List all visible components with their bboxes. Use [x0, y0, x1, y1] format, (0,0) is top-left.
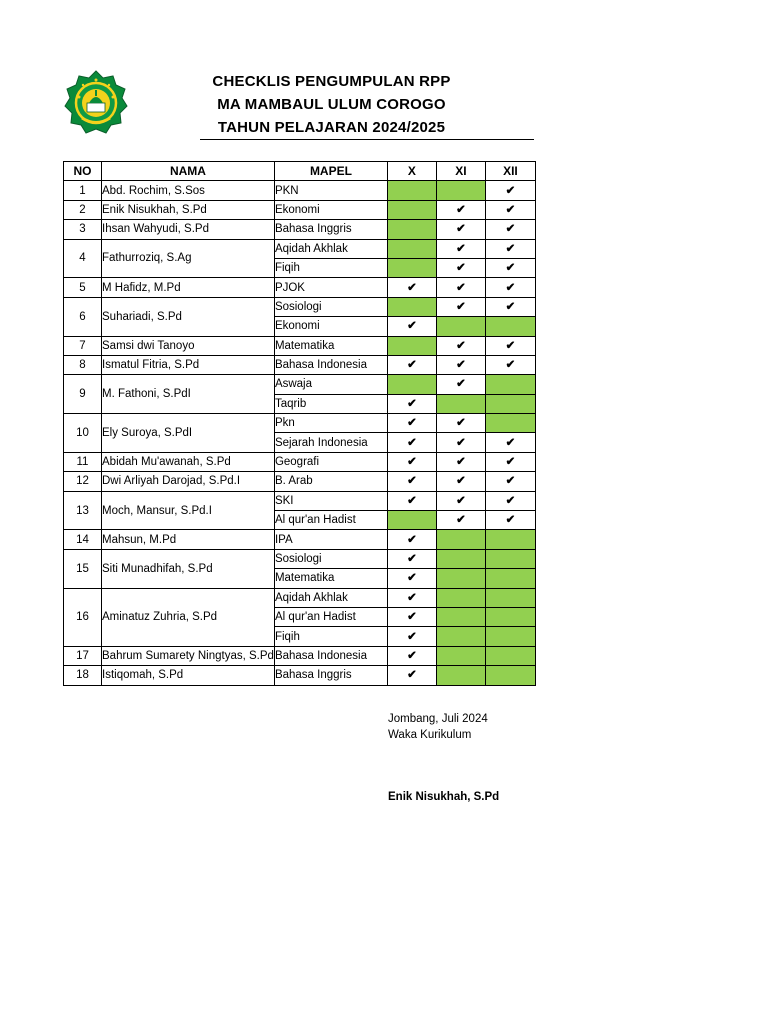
table-row [64, 239, 536, 258]
subject-name: Bahasa Indonesia [274, 646, 387, 665]
table-row [64, 297, 536, 316]
table-row [64, 375, 536, 394]
row-number: 7 [64, 336, 102, 355]
pending-cell-xii [485, 666, 535, 685]
table-row [64, 452, 536, 471]
row-number: 16 [64, 588, 102, 646]
check-mark-icon-xii: ✔ [485, 220, 535, 239]
subject-name: Ekonomi [274, 200, 387, 219]
subject-name: Aqidah Akhlak [274, 239, 387, 258]
check-mark-icon-xi: ✔ [436, 452, 485, 471]
teacher-name: M. Fathoni, S.PdI [102, 375, 275, 414]
subject-name: B. Arab [274, 472, 387, 491]
pending-cell-x [387, 181, 436, 200]
pending-cell-xii [485, 588, 535, 607]
row-number: 5 [64, 278, 102, 297]
row-number: 15 [64, 549, 102, 588]
table-row [64, 355, 536, 374]
check-mark-icon-x: ✔ [387, 472, 436, 491]
pending-cell-xi [436, 607, 485, 626]
column-header-no: NO [64, 162, 102, 181]
check-mark-icon-xii: ✔ [485, 200, 535, 219]
pending-cell-x [387, 200, 436, 219]
check-mark-icon-xii: ✔ [485, 258, 535, 277]
table-row [64, 278, 536, 297]
check-mark-icon-xi: ✔ [436, 258, 485, 277]
signature-place-date: Jombang, Juli 2024 [388, 713, 488, 725]
check-mark-icon-x: ✔ [387, 646, 436, 665]
pending-cell-x [387, 258, 436, 277]
column-header-mapel: MAPEL [274, 162, 387, 181]
table-row [64, 549, 536, 568]
pending-cell-xi [436, 569, 485, 588]
subject-name: PJOK [274, 278, 387, 297]
check-mark-icon-xi: ✔ [436, 472, 485, 491]
check-mark-icon-x: ✔ [387, 549, 436, 568]
teacher-name: Moch, Mansur, S.Pd.I [102, 491, 275, 530]
check-mark-icon-xi: ✔ [436, 278, 485, 297]
subject-name: Aqidah Akhlak [274, 588, 387, 607]
check-mark-icon-x: ✔ [387, 414, 436, 433]
check-mark-icon-xii: ✔ [485, 355, 535, 374]
subject-name: Al qur'an Hadist [274, 607, 387, 626]
table-row [64, 530, 536, 549]
check-mark-icon-xi: ✔ [436, 200, 485, 219]
pending-cell-xii [485, 646, 535, 665]
table-row [64, 220, 536, 239]
subject-name: Bahasa Inggris [274, 220, 387, 239]
pending-cell-x [387, 336, 436, 355]
document-title [130, 70, 533, 139]
column-header-nama: NAMA [102, 162, 275, 181]
check-mark-icon-x: ✔ [387, 433, 436, 452]
check-mark-icon-x: ✔ [387, 317, 436, 336]
check-mark-icon-x: ✔ [387, 588, 436, 607]
table-row [64, 200, 536, 219]
row-number: 3 [64, 220, 102, 239]
pending-cell-xii [485, 569, 535, 588]
check-mark-icon-xii: ✔ [485, 336, 535, 355]
subject-name: Fiqih [274, 627, 387, 646]
subject-name: Fiqih [274, 258, 387, 277]
pending-cell-x [387, 511, 436, 530]
subject-name: Taqrib [274, 394, 387, 413]
pending-cell-xi [436, 646, 485, 665]
table-body [64, 181, 536, 685]
pending-cell-xi [436, 666, 485, 685]
check-mark-icon-xi: ✔ [436, 511, 485, 530]
row-number: 4 [64, 239, 102, 278]
check-mark-icon-xi: ✔ [436, 355, 485, 374]
pending-cell-xii [485, 549, 535, 568]
teacher-name: Abd. Rochim, S.Sos [102, 181, 275, 200]
check-mark-icon-xi: ✔ [436, 491, 485, 510]
subject-name: Aswaja [274, 375, 387, 394]
row-number: 13 [64, 491, 102, 530]
check-mark-icon-xi: ✔ [436, 239, 485, 258]
teacher-name: Istiqomah, S.Pd [102, 666, 275, 685]
teacher-name: Bahrum Sumarety Ningtyas, S.Pd [102, 646, 275, 665]
subject-name: Pkn [274, 414, 387, 433]
title-line-1: CHECKLIS PENGUMPULAN RPP [212, 73, 451, 90]
teacher-name: M Hafidz, M.Pd [102, 278, 275, 297]
pending-cell-xii [485, 627, 535, 646]
check-mark-icon-x: ✔ [387, 491, 436, 510]
row-number: 9 [64, 375, 102, 414]
subject-name: Sejarah Indonesia [274, 433, 387, 452]
check-mark-icon-x: ✔ [387, 627, 436, 646]
row-number: 17 [64, 646, 102, 665]
column-header-x: X [387, 162, 436, 181]
column-header-xi: XI [436, 162, 485, 181]
check-mark-icon-x: ✔ [387, 278, 436, 297]
title-line-3: TAHUN PELAJARAN 2024/2025 [217, 119, 446, 136]
row-number: 8 [64, 355, 102, 374]
check-mark-icon-xi: ✔ [436, 220, 485, 239]
column-header-xii: XII [485, 162, 535, 181]
title-line-2: MA MAMBAUL ULUM COROGO [217, 96, 446, 113]
teacher-name: Aminatuz Zuhria, S.Pd [102, 588, 275, 646]
table-row [64, 491, 536, 510]
pending-cell-xii [485, 530, 535, 549]
check-mark-icon-xii: ✔ [485, 239, 535, 258]
check-mark-icon-xii: ✔ [485, 452, 535, 471]
pending-cell-xi [436, 530, 485, 549]
subject-name: IPA [274, 530, 387, 549]
row-number: 2 [64, 200, 102, 219]
subject-name: Sosiologi [274, 549, 387, 568]
row-number: 14 [64, 530, 102, 549]
check-mark-icon-x: ✔ [387, 666, 436, 685]
pending-cell-xi [436, 181, 485, 200]
teacher-name: Siti Munadhifah, S.Pd [102, 549, 275, 588]
check-mark-icon-xii: ✔ [485, 511, 535, 530]
subject-name: SKI [274, 491, 387, 510]
check-mark-icon-xii: ✔ [485, 181, 535, 200]
pending-cell-xi [436, 549, 485, 568]
subject-name: Bahasa Indonesia [274, 355, 387, 374]
check-mark-icon-x: ✔ [387, 355, 436, 374]
subject-name: PKN [274, 181, 387, 200]
subject-name: Geografi [274, 452, 387, 471]
teacher-name: Suhariadi, S.Pd [102, 297, 275, 336]
pending-cell-x [387, 297, 436, 316]
teacher-name: Ismatul Fitria, S.Pd [102, 355, 275, 374]
title-underline [200, 139, 534, 140]
pending-cell-xi [436, 627, 485, 646]
check-mark-icon-xii: ✔ [485, 433, 535, 452]
signature-name: Enik Nisukhah, S.Pd [388, 791, 500, 803]
check-mark-icon-xi: ✔ [436, 297, 485, 316]
check-mark-icon-xii: ✔ [485, 278, 535, 297]
teacher-name: Fathurroziq, S.Ag [102, 239, 275, 278]
signature-role: Waka Kurikulum [388, 729, 472, 741]
teacher-name: Ely Suroya, S.PdI [102, 414, 275, 453]
check-mark-icon-xi: ✔ [436, 375, 485, 394]
check-mark-icon-xi: ✔ [436, 414, 485, 433]
row-number: 11 [64, 452, 102, 471]
pending-cell-x [387, 239, 436, 258]
pending-cell-x [387, 375, 436, 394]
row-number: 1 [64, 181, 102, 200]
pending-cell-xii [485, 375, 535, 394]
row-number: 10 [64, 414, 102, 453]
pending-cell-xi [436, 317, 485, 336]
subject-name: Matematika [274, 569, 387, 588]
pending-cell-xii [485, 607, 535, 626]
subject-name: Sosiologi [274, 297, 387, 316]
table-header-row [64, 162, 536, 181]
table-row [64, 472, 536, 491]
check-mark-icon-x: ✔ [387, 569, 436, 588]
check-mark-icon-x: ✔ [387, 530, 436, 549]
checklist-table [63, 161, 536, 686]
teacher-name: Enik Nisukhah, S.Pd [102, 200, 275, 219]
school-emblem-icon [63, 69, 129, 139]
teacher-name: Mahsun, M.Pd [102, 530, 275, 549]
table-row [64, 181, 536, 200]
pending-cell-xii [485, 414, 535, 433]
table-row [64, 588, 536, 607]
pending-cell-x [387, 220, 436, 239]
teacher-name: Abidah Mu'awanah, S.Pd [102, 452, 275, 471]
teacher-name: Ihsan Wahyudi, S.Pd [102, 220, 275, 239]
row-number: 12 [64, 472, 102, 491]
check-mark-icon-x: ✔ [387, 394, 436, 413]
pending-cell-xii [485, 394, 535, 413]
check-mark-icon-xii: ✔ [485, 297, 535, 316]
check-mark-icon-xi: ✔ [436, 336, 485, 355]
check-mark-icon-xi: ✔ [436, 433, 485, 452]
teacher-name: Samsi dwi Tanoyo [102, 336, 275, 355]
row-number: 18 [64, 666, 102, 685]
check-mark-icon-x: ✔ [387, 607, 436, 626]
pending-cell-xii [485, 317, 535, 336]
row-number: 6 [64, 297, 102, 336]
pending-cell-xi [436, 394, 485, 413]
subject-name: Matematika [274, 336, 387, 355]
teacher-name: Dwi Arliyah Darojad, S.Pd.I [102, 472, 275, 491]
subject-name: Ekonomi [274, 317, 387, 336]
pending-cell-xi [436, 588, 485, 607]
table-row [64, 646, 536, 665]
check-mark-icon-x: ✔ [387, 452, 436, 471]
subject-name: Al qur'an Hadist [274, 511, 387, 530]
check-mark-icon-xii: ✔ [485, 472, 535, 491]
table-row [64, 414, 536, 433]
table-row [64, 336, 536, 355]
table-row [64, 666, 536, 685]
subject-name: Bahasa Inggris [274, 666, 387, 685]
check-mark-icon-xii: ✔ [485, 491, 535, 510]
